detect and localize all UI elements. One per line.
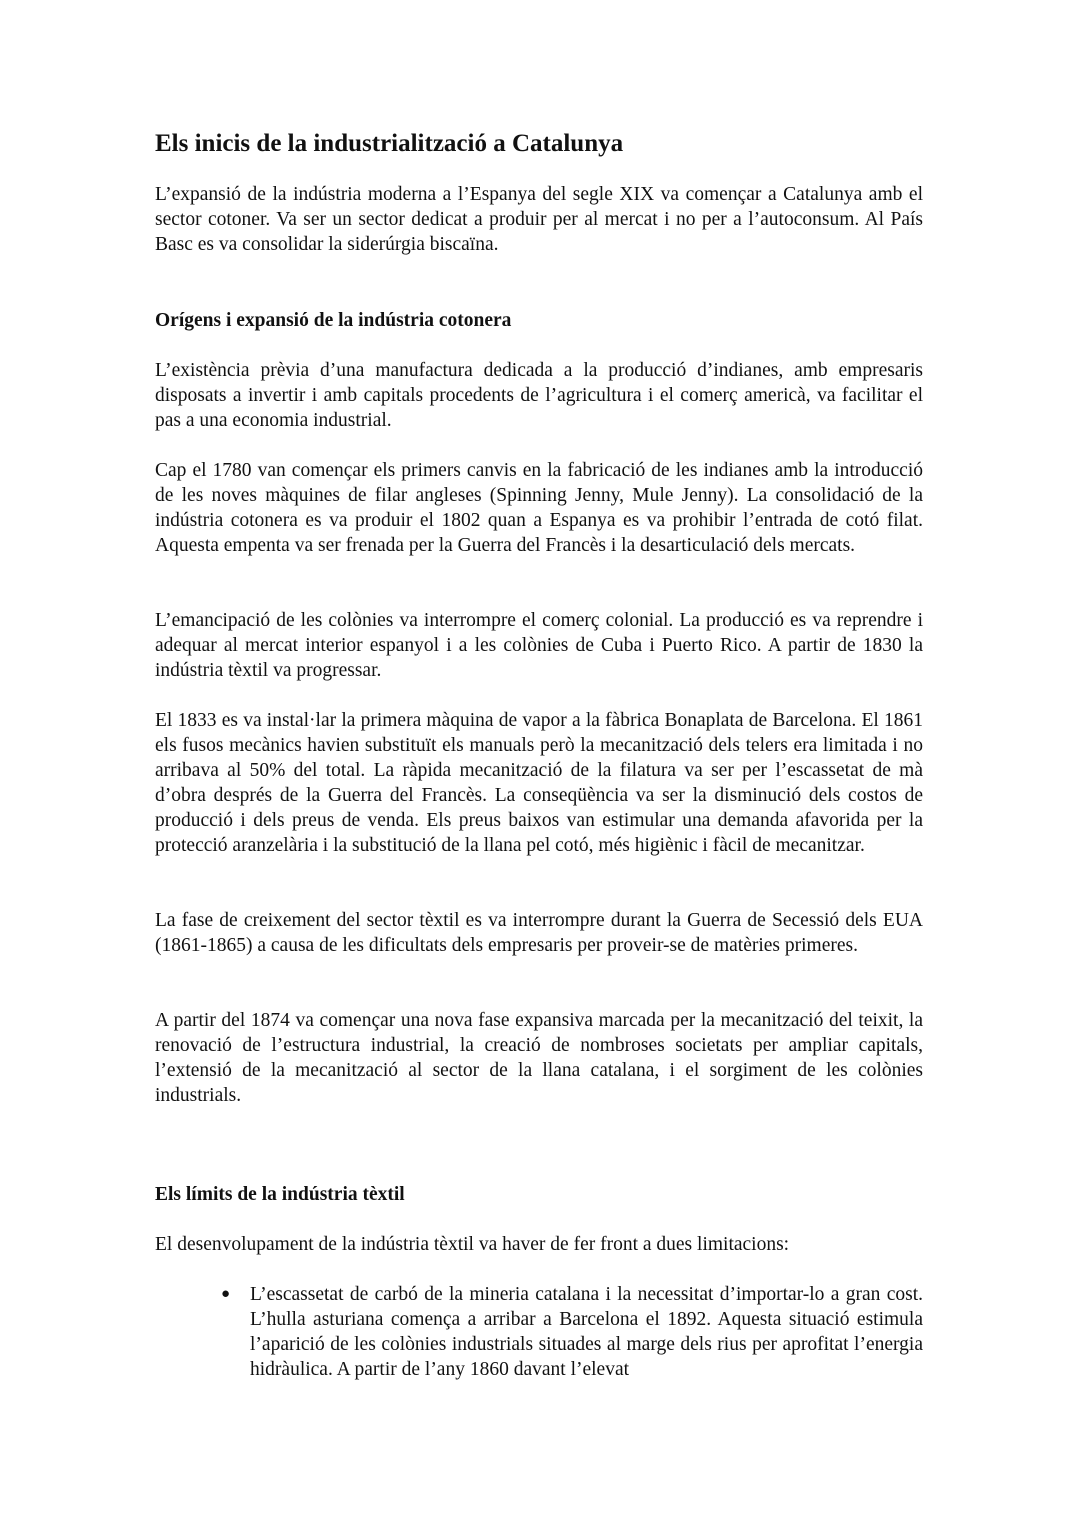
paragraph: El desenvolupament de la indústria tèxtil va haver de fer front a dues limitacions: xyxy=(155,1234,790,1255)
paragraph: L’existència prèvia d’una manufactura dedicada a la producció d’indianes, amb empresaris disposats a invertir i amb capitals procedents de l’agricultura i el comerç americà, va facilitar el pas a una economia industrial. xyxy=(155,360,923,431)
document-title: Els inicis de la industrialització a Catalunya xyxy=(155,130,624,157)
section-heading-limits: Els límits de la indústria tèxtil xyxy=(155,1184,405,1205)
paragraph: Cap el 1780 van començar els primers canvis en la fabricació de les indianes amb la introducció de les noves màquines de filar angleses (Spinning Jenny, Mule Jenny). La consolidació de la indústria cotonera es va produir el 1802 quan a Espanya es va prohibir l’entrada de cotó filat. Aquesta empenta va ser frenada per la Guerra del Francès i la desarticulació dels mercats. xyxy=(155,460,923,556)
paragraph: El 1833 es va instal·lar la primera màquina de vapor a la fàbrica Bonaplata de Barcelona. El 1861 els fusos mecànics havien substituït els manuals però la mecanització dels telers era limitada i no arribava al 50% del total. La ràpida mecanització de la filatura va ser per l’escassetat de mà d’obra després de la Guerra del Francès. La conseqüència va ser la disminució dels costos de producció i dels preus de venda. Els preus baixos van estimular una demanda afavorida per la protecció aranzelària i la substitució de la llana pel cotó, més higiènic i fàcil de mecanitzar. xyxy=(155,710,923,856)
paragraph: A partir del 1874 va començar una nova fase expansiva marcada per la mecanització del teixit, la renovació de l’estructura industrial, la creació de nombroses societats per ampliar capitals, l’extensió de la mecanització al sector de la llana catalana, i el sorgiment de les colònies industrials. xyxy=(155,1010,923,1106)
list-item: ● L’escassetat de carbó de la mineria catalana i la necessitat d’importar-lo a gran cost. L’hulla asturiana comença a arribar a Barcelona el 1892. Aquesta situació estimula l’aparició de les colònies industrials situades al marge dels rius per aprofitat l’energia hidràulica. A partir de l’any 1860 davant l’elevat xyxy=(155,1282,923,1382)
intro-paragraph: L’expansió de la indústria moderna a l’Espanya del segle XIX va començar a Catalunya amb el sector cotoner. Va ser un sector dedicat a produir per al mercat i no per a l’autoconsum. Al País Basc es va consolidar la siderúrgia biscaïna. xyxy=(155,184,923,255)
paragraph: L’emancipació de les colònies va interrompre el comerç colonial. La producció es va reprendre i adequar al mercat interior espanyol i a les colònies de Cuba i Puerto Rico. A partir de 1830 la indústria tèxtil va progressar. xyxy=(155,610,923,681)
paragraph: La fase de creixement del sector tèxtil es va interrompre durant la Guerra de Secessió dels EUA (1861-1865) a causa de les dificultats dels empresaris per proveir-se de matèries primeres. xyxy=(155,910,923,956)
section-heading-origins: Orígens i expansió de la indústria cotonera xyxy=(155,310,512,331)
limitations-list xyxy=(155,1282,923,1382)
